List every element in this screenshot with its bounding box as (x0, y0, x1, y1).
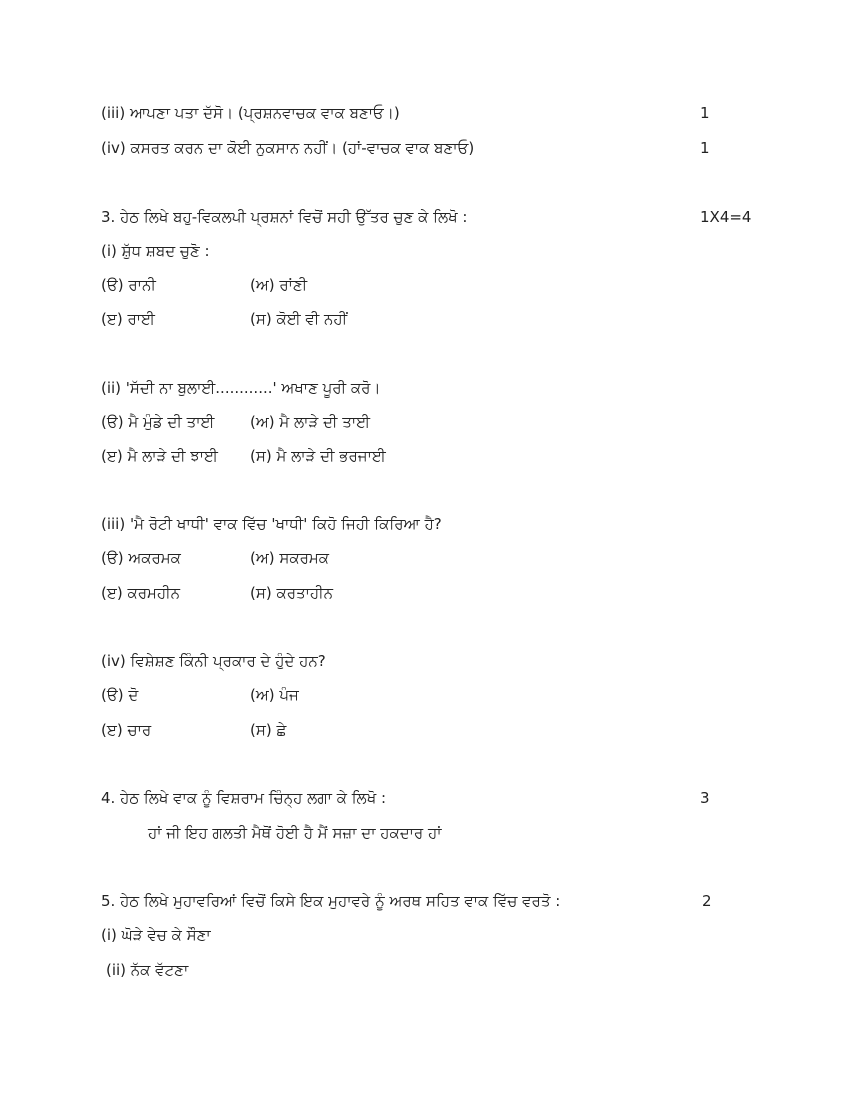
q2-item-iv-marks: 1 (700, 139, 710, 157)
q5-item-1: (i) ਘੋੜੇ ਵੇਚ ਕੇ ਸੌਣਾ (101, 926, 211, 944)
q3-question-1-option-b: (ਅ) ਰਾਂਣੀ (250, 276, 308, 294)
q3-question-2-option-c: (ੲ) ਮੈ ਲਾੜੇ ਦੀ ਝਾਈ (101, 447, 218, 465)
q3-question-1-option-d: (ਸ) ਕੋਈ ਵੀ ਨਹੀਂ (250, 310, 348, 328)
q3-question-4-option-c: (ੲ) ਚਾਰ (101, 721, 152, 739)
q3-question-4-prompt: (iv) ਵਿਸ਼ੇਸ਼ਣ ਕਿੰਨੀ ਪ੍ਰਕਾਰ ਦੇ ਹੁੰਦੇ ਹਨ? (101, 652, 326, 670)
q3-question-2-option-b: (ਅ) ਮੈ ਲਾੜੇ ਦੀ ਤਾਈ (250, 413, 371, 431)
q3-question-3-option-a: (ੳ) ਅਕਰਮਕ (101, 549, 181, 567)
q3-question-4-option-a: (ੳ) ਦੋ (101, 686, 139, 704)
q3-question-3-option-b: (ਅ) ਸਕਰਮਕ (250, 549, 329, 567)
q3-question-3-option-c: (ੲ) ਕਰਮਹੀਨ (101, 584, 180, 602)
q3-question-1-prompt: (i) ਸ਼ੁੱਧ ਸ਼ਬਦ ਚੁਣੋ : (101, 242, 210, 260)
q4-sentence: ਹਾਂ ਜੀ ਇਹ ਗਲਤੀ ਮੈਥੋਂ ਹੋਈ ਹੈ ਮੈਂ ਸਜ਼ਾ ਦਾ ਹਕਦਾਰ ਹਾਂ (148, 824, 442, 842)
q3-question-2-option-d: (ਸ) ਮੈ ਲਾੜੇ ਦੀ ਭਰਜਾਈ (250, 447, 386, 465)
q3-marks: 1X4=4 (700, 208, 752, 226)
q3-question-1-option-a: (ੳ) ਰਾਨੀ (101, 276, 156, 294)
q4-marks: 3 (700, 789, 710, 807)
q5-marks: 2 (702, 892, 712, 910)
q3-question-3-prompt: (iii) 'ਮੈ ਰੋਟੀ ਖਾਧੀ' ਵਾਕ ਵਿੱਚ 'ਖਾਧੀ' ਕਿਹੋ ਜਿਹੀ ਕਿਰਿਆ ਹੈ? (101, 515, 442, 533)
q3-question-2-option-a: (ੳ) ਮੈ ਮੁੰਡੇ ਦੀ ਤਾਈ (101, 413, 215, 431)
q3-question-4-option-b: (ਅ) ਪੰਜ (250, 686, 299, 704)
q3-question-3-option-d: (ਸ) ਕਰਤਾਹੀਨ (250, 584, 333, 602)
q3-question-1-option-c: (ੲ) ਰਾਈ (101, 310, 155, 328)
q4-heading: 4. ਹੇਠ ਲਿਖੇ ਵਾਕ ਨੂੰ ਵਿਸ਼ਰਾਮ ਚਿੰਨ੍ਹ ਲਗਾ ਕੇ ਲਿਖੋ : (101, 789, 387, 807)
q3-heading: 3. ਹੇਠ ਲਿਖੇ ਬਹੁ-ਵਿਕਲਪੀ ਪ੍ਰਸ਼ਨਾਂ ਵਿਚੋਂ ਸਹੀ ਉੱਤਰ ਚੁਣ ਕੇ ਲਿਖੋ : (101, 208, 468, 226)
q5-item-2: (ii) ਨੱਕ ਵੱਟਣਾ (106, 961, 189, 979)
q3-question-2-prompt: (ii) 'ਸੱਦੀ ਨਾ ਬੁਲਾਈ............' ਅਖਾਣ ਪੂਰੀ ਕਰੋ। (101, 379, 381, 397)
q5-heading: 5. ਹੇਠ ਲਿਖੇ ਮੁਹਾਵਰਿਆਂ ਵਿਚੋਂ ਕਿਸੇ ਇਕ ਮੁਹਾਵਰੇ ਨੂੰ ਅਰਥ ਸਹਿਤ ਵਾਕ ਵਿੱਚ ਵਰਤੋ : (101, 892, 561, 910)
q2-item-iv: (iv) ਕਸਰਤ ਕਰਨ ਦਾ ਕੋਈ ਨੁਕਸਾਨ ਨਹੀਂ। (ਹਾਂ-ਵਾਚਕ ਵਾਕ ਬਣਾਓ) (101, 139, 475, 157)
q2-item-iii: (iii) ਆਪਣਾ ਪਤਾ ਦੱਸੋ। (ਪ੍ਰਸ਼ਨਵਾਚਕ ਵਾਕ ਬਣਾਓ।) (101, 104, 400, 122)
q3-question-4-option-d: (ਸ) ਛੇ (250, 721, 287, 739)
q2-item-iii-marks: 1 (700, 104, 710, 122)
